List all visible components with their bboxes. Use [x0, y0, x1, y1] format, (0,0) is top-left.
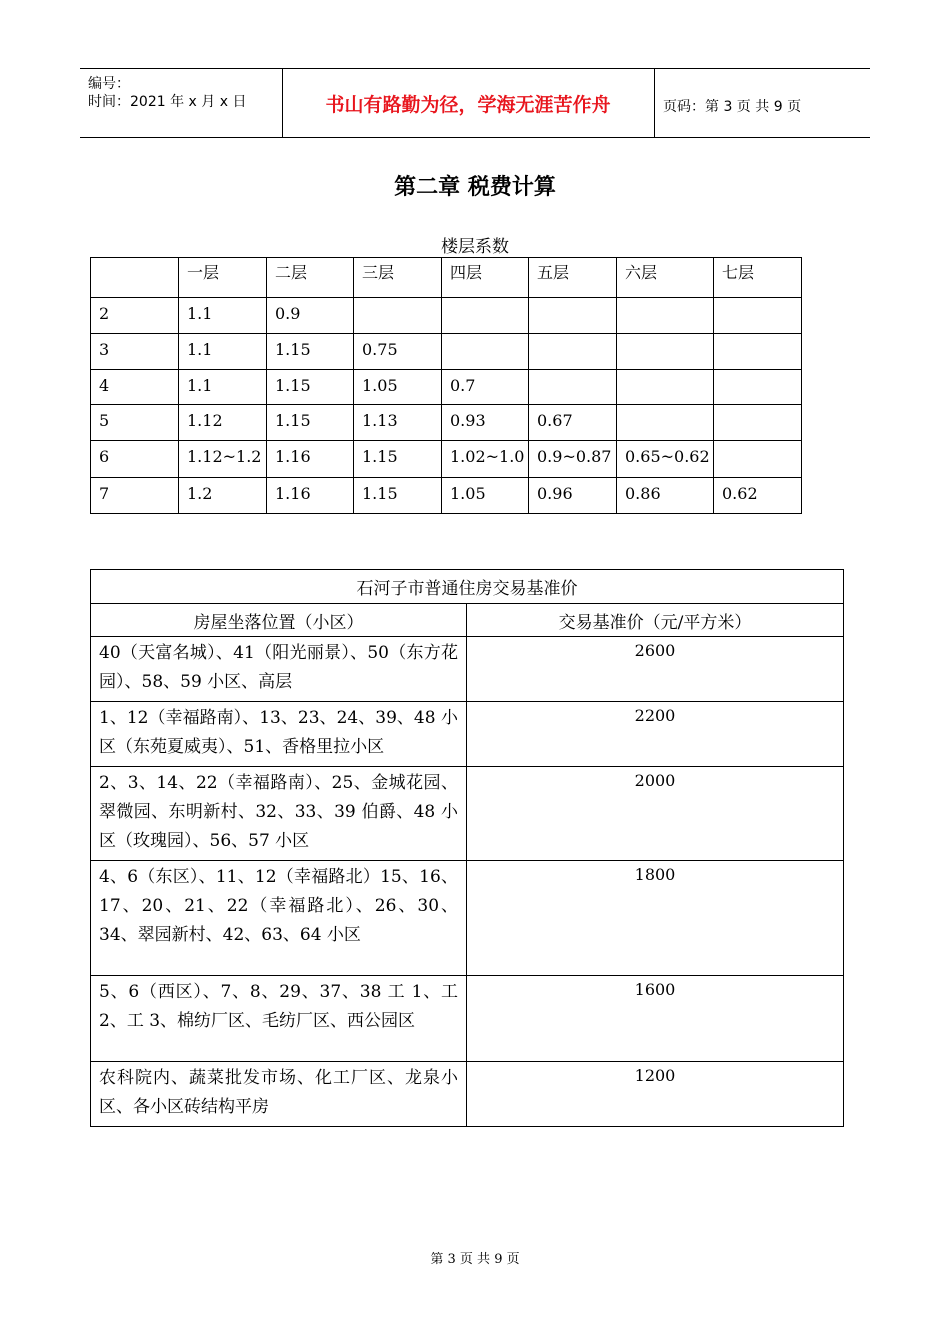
floor-coefficient-cell: 0.67: [529, 405, 617, 441]
time-line: 时间：2021 年 x 月 x 日: [88, 94, 247, 110]
price-table-row: [91, 1062, 844, 1127]
floor-coefficient-cell: 1.05: [442, 478, 529, 514]
floor-coefficient-cell: 1.15: [267, 334, 354, 370]
floor-table-row: [91, 298, 802, 334]
price-cell: 1600: [467, 976, 844, 1062]
floor-coefficient-cell: [714, 298, 802, 334]
floor-coefficient-cell: 0.9: [267, 298, 354, 334]
floor-coefficient-cell: [617, 298, 714, 334]
floor-coefficient-cell: [442, 298, 529, 334]
floor-coefficient-cell: 1.12: [179, 405, 267, 441]
column-header-location: 房屋坐落位置（小区）: [91, 604, 467, 637]
floor-coefficient-cell: [529, 334, 617, 370]
floor-table-row: [91, 405, 802, 441]
floor-count-cell: 4: [91, 370, 179, 405]
floor-count-cell: 6: [91, 441, 179, 478]
price-cell: 2600: [467, 637, 844, 702]
floor-coefficient-cell: 1.02~1.0: [442, 441, 529, 478]
floor-table-column-header: [91, 258, 179, 298]
header-page-info: 页码：第 3 页 共 9 页: [663, 99, 802, 115]
price-table-row: [91, 637, 844, 702]
floor-coefficient-table: [90, 257, 802, 514]
floor-table-row: [91, 478, 802, 514]
floor-coefficient-cell: 0.86: [617, 478, 714, 514]
floor-coefficient-cell: 0.9~0.87: [529, 441, 617, 478]
floor-coefficient-cell: 1.15: [267, 405, 354, 441]
floor-count-cell: 3: [91, 334, 179, 370]
floor-table-row: [91, 370, 802, 405]
floor-coefficient-cell: 1.15: [267, 370, 354, 405]
location-cell: 5、6（西区）、7、8、29、37、38 工 1、工 2、工 3、棉纺厂区、毛纺厂区、西公园区: [91, 976, 467, 1062]
location-cell: 2、3、14、22（幸福路南）、25、金城花园、翠微园、东明新村、32、33、39 伯爵、48 小区（玫瑰园）、56、57 小区: [91, 767, 467, 861]
floor-coefficient-cell: [442, 334, 529, 370]
price-table-row: [91, 976, 844, 1062]
floor-coefficient-cell: 1.1: [179, 334, 267, 370]
floor-table-column-header: 二层: [267, 258, 354, 298]
floor-table-header-row: [91, 258, 802, 298]
floor-coefficient-cell: 1.16: [267, 478, 354, 514]
floor-coefficient-cell: 1.15: [354, 441, 442, 478]
price-cell: 1800: [467, 861, 844, 976]
floor-coefficient-cell: [714, 441, 802, 478]
header-motto: 书山有路勤为径，学海无涯苦作舟: [282, 69, 655, 137]
floor-count-cell: 2: [91, 298, 179, 334]
floor-coefficient-cell: 1.2: [179, 478, 267, 514]
price-table-title-row: [91, 570, 844, 604]
floor-coefficient-cell: 0.96: [529, 478, 617, 514]
floor-coefficient-cell: 0.93: [442, 405, 529, 441]
floor-coefficient-cell: 1.16: [267, 441, 354, 478]
floor-coefficient-cell: 1.1: [179, 370, 267, 405]
floor-table-column-header: 六层: [617, 258, 714, 298]
location-cell: 40（天富名城）、41（阳光丽景）、50（东方花园）、58、59 小区、高层: [91, 637, 467, 702]
page-footer: 第 3 页 共 9 页: [430, 1252, 520, 1267]
price-table-row: [91, 861, 844, 976]
floor-table-column-header: 四层: [442, 258, 529, 298]
floor-coefficient-cell: 0.62: [714, 478, 802, 514]
floor-table-caption: 楼层系数: [441, 237, 509, 257]
floor-table-row: [91, 334, 802, 370]
floor-coefficient-cell: [714, 405, 802, 441]
floor-coefficient-cell: 0.7: [442, 370, 529, 405]
location-cell: 4、6（东区）、11、12（幸福路北）15、16、17、20、21、22（幸福路北）、26、30、34、翠园新村、42、63、64 小区: [91, 861, 467, 976]
floor-coefficient-cell: [714, 370, 802, 405]
floor-coefficient-cell: [354, 298, 442, 334]
floor-coefficient-cell: 1.05: [354, 370, 442, 405]
floor-table-column-header: 一层: [179, 258, 267, 298]
floor-coefficient-cell: [529, 370, 617, 405]
column-header-price: 交易基准价（元/平方米）: [467, 604, 844, 637]
header-meta-cell: [80, 69, 283, 137]
floor-coefficient-cell: 1.12~1.2: [179, 441, 267, 478]
chapter-title: 第二章 税费计算: [394, 175, 556, 200]
price-table-header-row: [91, 604, 844, 637]
floor-table-row: [91, 441, 802, 478]
floor-coefficient-cell: 1.15: [354, 478, 442, 514]
price-cell: 2200: [467, 702, 844, 767]
floor-count-cell: 5: [91, 405, 179, 441]
floor-coefficient-cell: [617, 334, 714, 370]
floor-coefficient-cell: [714, 334, 802, 370]
number-label: 编号：: [88, 76, 130, 92]
floor-coefficient-cell: 0.65~0.62: [617, 441, 714, 478]
price-cell: 2000: [467, 767, 844, 861]
price-cell: 1200: [467, 1062, 844, 1127]
floor-coefficient-cell: [617, 370, 714, 405]
floor-table-column-header: 三层: [354, 258, 442, 298]
price-table-row: [91, 702, 844, 767]
price-table-row: [91, 767, 844, 861]
floor-coefficient-cell: 1.13: [354, 405, 442, 441]
price-table-title: 石河子市普通住房交易基准价: [91, 570, 844, 604]
floor-coefficient-cell: 0.75: [354, 334, 442, 370]
floor-coefficient-cell: 1.1: [179, 298, 267, 334]
floor-coefficient-cell: [617, 405, 714, 441]
floor-table-column-header: 五层: [529, 258, 617, 298]
location-cell: 农科院内、蔬菜批发市场、化工厂区、龙泉小区、各小区砖结构平房: [91, 1062, 467, 1127]
page-header: [80, 68, 870, 138]
location-cell: 1、12（幸福路南）、13、23、24、39、48 小区（东苑夏威夷）、51、香格里拉小区: [91, 702, 467, 767]
floor-table-column-header: 七层: [714, 258, 802, 298]
floor-count-cell: 7: [91, 478, 179, 514]
housing-price-table: [90, 569, 844, 1127]
floor-coefficient-cell: [529, 298, 617, 334]
